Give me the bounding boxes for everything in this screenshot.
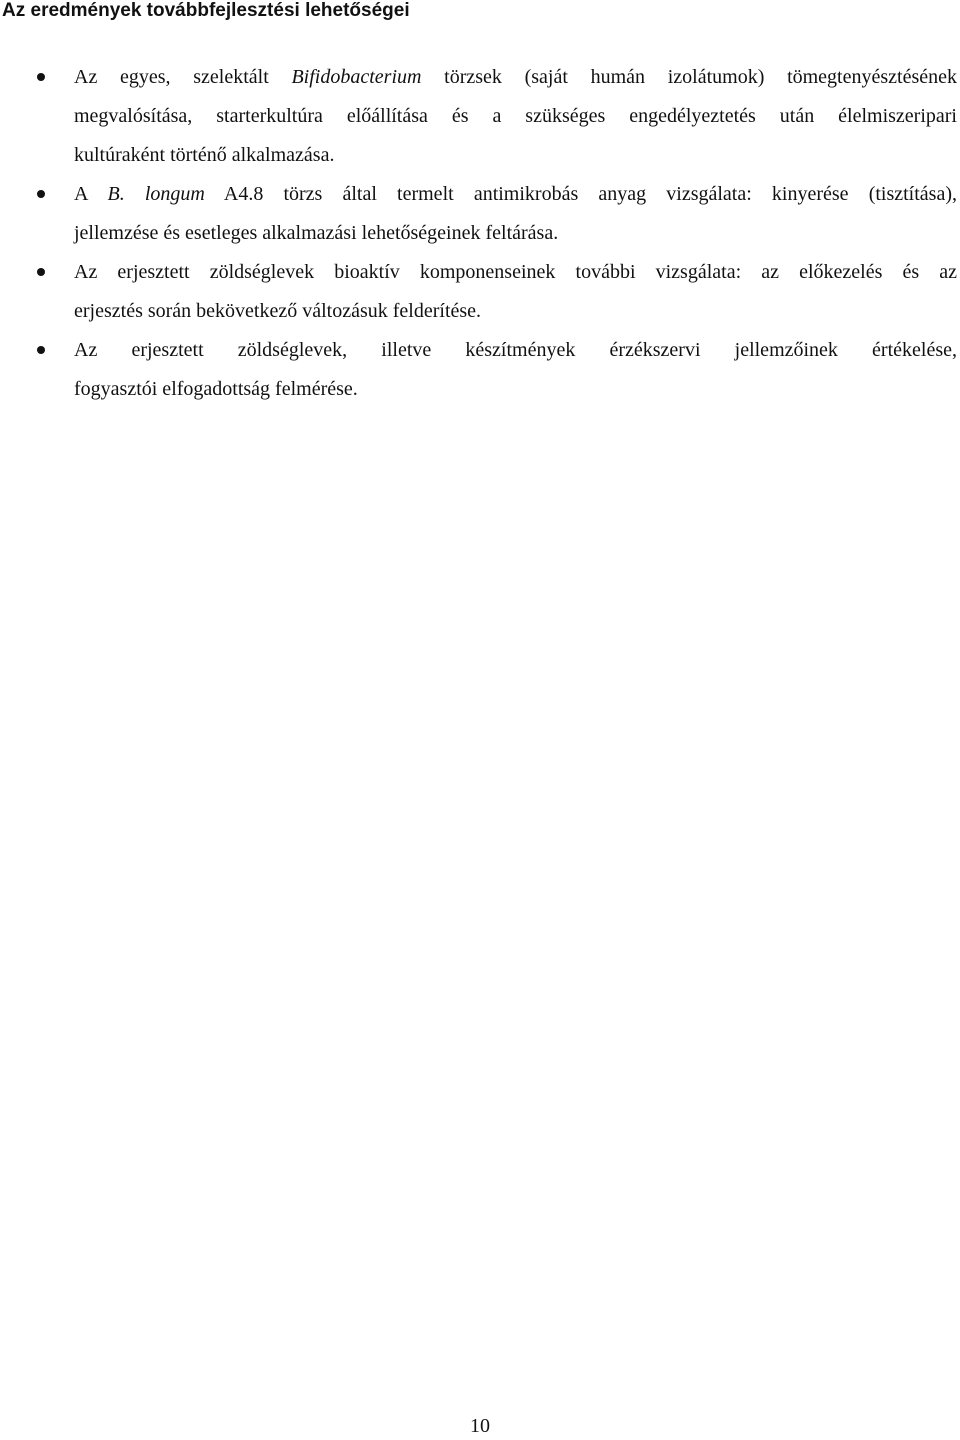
bullet-icon (37, 190, 45, 198)
bullet-icon (37, 346, 45, 354)
list-item (0, 58, 960, 175)
list-item-line (74, 58, 957, 97)
bullet-icon (37, 73, 45, 81)
list-item (0, 175, 960, 253)
list-item-text: A (74, 183, 108, 205)
page-number: 10 (470, 1415, 490, 1437)
bullet-icon (37, 268, 45, 276)
list-item-line: Az erjesztett zöldséglevek, illetve készítmények érzékszervi jellemzőinek értékelése, (74, 339, 957, 361)
list-item-line: jellemzése és esetleges alkalmazási lehetőségeinek feltárása. (74, 222, 559, 244)
bullet-list (0, 58, 960, 409)
list-item (0, 331, 960, 409)
species-name: B. longum (107, 183, 205, 205)
list-item-text: A4.8 törzs által termelt antimikrobás anyag vizsgálata: kinyerése (tisztítása), (204, 183, 957, 205)
list-item-line (74, 175, 957, 214)
list-item-line: Az erjesztett zöldséglevek bioaktív komponenseinek további vizsgálata: az előkezelés és az (74, 261, 957, 283)
species-name: Bifidobacterium (291, 66, 422, 88)
section-heading: Az eredmények továbbfejlesztési lehetőségei (2, 0, 410, 21)
list-item-line: erjesztés során bekövetkező változásuk felderítése. (74, 300, 482, 322)
list-item-text: Az egyes, szelektált (74, 66, 292, 88)
list-item-line: fogyasztói elfogadottság felmérése. (74, 378, 358, 400)
list-item-line: kultúraként történő alkalmazása. (74, 144, 335, 166)
list-item-text: törzsek (saját humán izolátumok) tömegtenyésztésének (421, 66, 957, 88)
list-item (0, 253, 960, 331)
list-item-line: megvalósítása, starterkultúra előállítása és a szükséges engedélyeztetés után élelmiszeripari (74, 105, 957, 127)
